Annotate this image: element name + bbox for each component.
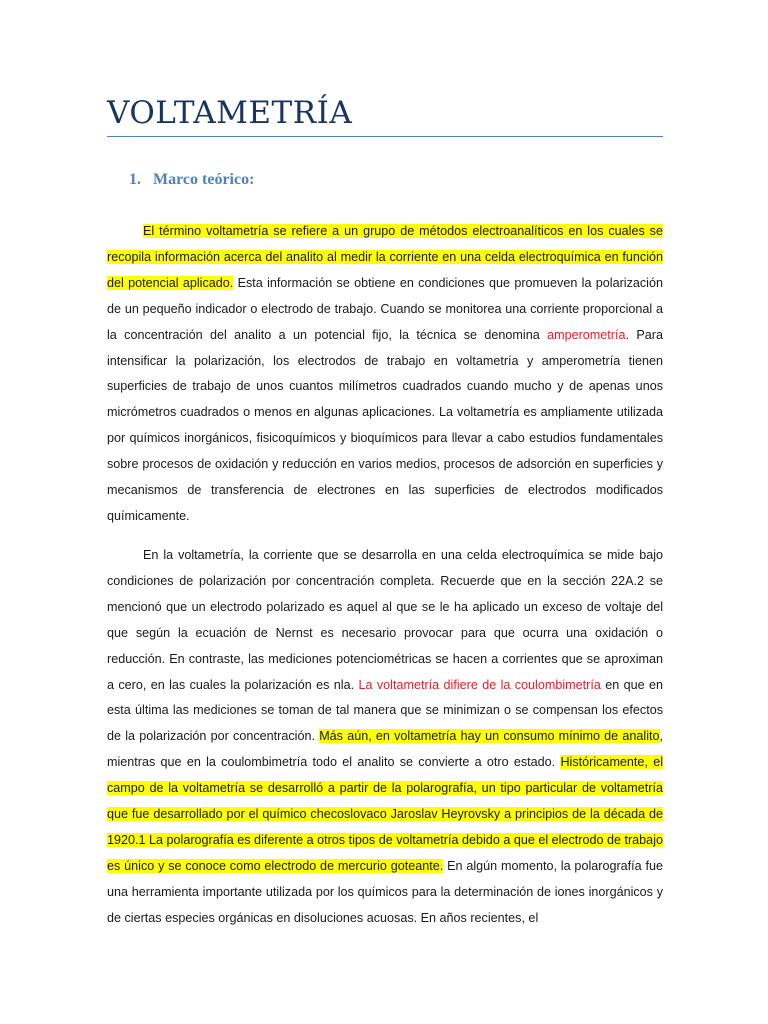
section-number: 1. [129,171,141,188]
text-segment: En la voltametría, la corriente que se desarrolla en una celda electroquímica se mide bajo condiciones de polarización por concentración completa. Recuerde que en la sección 22A.2 se mencionó que un electrodo polarizado es aquel al que se le ha aplicado un exceso de voltaje del que según la ecuación de Nernst es necesario provocar para que ocurra una oxidación o reducción. En contraste, las mediciones potenciométricas se hacen a corrientes que se aproximan a cero, en las cuales la polarización es nla. [107,548,663,692]
paragraph-2 [107,543,663,932]
title-underline-rule [107,136,663,137]
section-title: Marco teórico: [153,171,255,188]
paragraph-1 [107,219,663,530]
text-segment: Históricamente, el campo de la voltametría se desarrolló a partir de la polarografía, un tipo particular de voltametría que fue desarrollado por el químico checoslovaco Jaroslav Heyrovsky a principios de la década de 1920.1 La polarografía es diferente a otros tipos de voltametría debido a que el electrodo de trabajo es único y se conoce como electrodo de mercurio goteante. [107,755,664,873]
text-segment: amperometría [547,327,626,342]
text-segment: , mientras que en la coulombimetría todo el analito se convierte a otro estado. [107,729,663,770]
text-segment: Más aún, en voltametría hay un consumo mínimo de analito [319,729,660,744]
text-segment: en que en esta última las mediciones se toman de tal manera que se minimizan o se compensan los efectos de la polarización por concentración. [107,677,664,744]
text-segment: . Para intensificar la polarización, los electrodos de trabajo en voltametría y amperometría tienen superficies de trabajo de unos cuantos milímetros cuadrados cuando mucho y de apenas unos micrómetros cuadrados o menos en algunas aplicaciones. La voltametría es ampliamente utilizada por químicos inorgánicos, fisicoquímicos y bioquímicos para llevar a cabo estudios fundamentales sobre procesos de oxidación y reducción en varios medios, procesos de adsorción en superficies y mecanismos de transferencia de electrones en las superficies de electrodos modificados químicamente. [107,327,663,523]
section-heading [129,170,254,190]
text-segment: La voltametría difiere de la coulombimetría [358,677,601,692]
text-segment: El término voltametría se refiere a un grupo de métodos electroanalíticos en los cuales se recopila información acerca del analito al medir la corriente en una celda electroquímica en función del potencial aplicado. [107,224,663,290]
text-segment: Esta información se obtiene en condiciones que promueven la polarización de un pequeño indicador o electrodo de trabajo. Cuando se monitorea una corriente proporcional a la concentración del analito a un potencial fijo, la técnica se denomina [107,275,663,342]
document-title: VOLTAMETRÍA [107,95,353,131]
text-segment: En algún momento, la polarografía fue una herramienta importante utilizada por los químicos para la determinación de iones inorgánicos y de ciertas especies orgánicas en disoluciones acuosas. En años recientes, el [107,858,663,925]
